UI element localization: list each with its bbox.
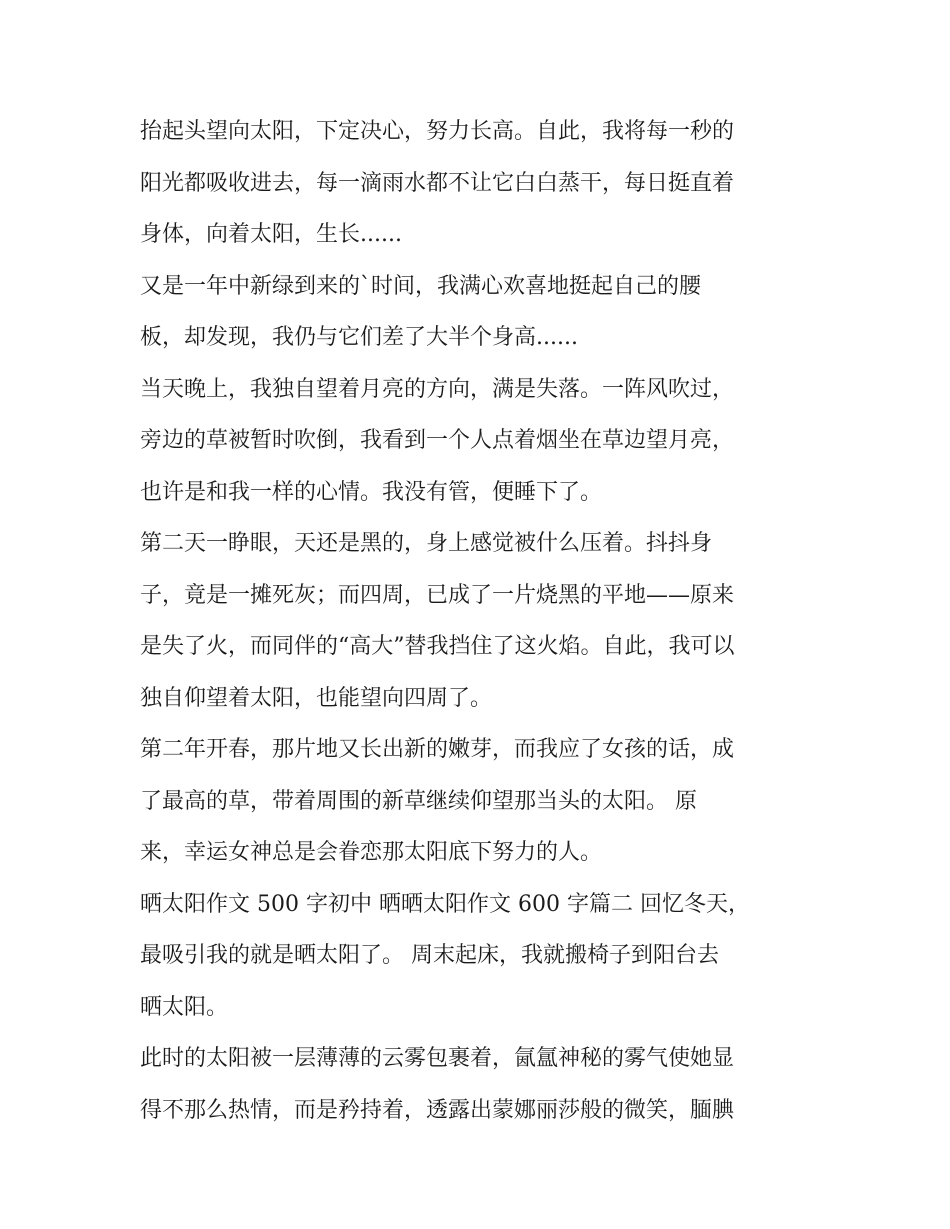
text-line: 了最高的草，带着周围的新草继续仰望那当头的太阳。 原: [140, 788, 697, 814]
text-line: 子，竟是一摊死灰；而四周，已成了一片烧黑的平地——原来: [140, 582, 735, 608]
text-line: 来，幸运女神总是会眷恋那太阳底下努力的人。: [140, 840, 603, 865]
text-line: 是失了火，而同伴的“高大”替我挡住了这火焰。自此，我可以: [140, 634, 735, 659]
text-line: 独自仰望着太阳，也能望向四周了。: [140, 685, 493, 711]
text-line: 阳光都吸收进去，每一滴雨水都不让它白白蒸干，每日挺直着: [140, 170, 735, 196]
text-line: 当天晚上，我独自望着月亮的方向，满是失落。一阵风吹过，: [140, 376, 735, 402]
text-line: 身体，向着太阳，生长......: [140, 222, 402, 247]
text-line: 晒太阳。: [140, 994, 229, 1020]
text-line: 板，却发现，我仍与它们差了大半个身高......: [140, 325, 578, 350]
text-line: 第二年开春，那片地又长出新的嫩芽，而我应了女孩的话，成: [140, 737, 735, 762]
text-line: 得不那么热情，而是矜持着，透露出蒙娜丽莎般的微笑，腼腆: [140, 1097, 735, 1123]
text-line: 也许是和我一样的心情。我没有管，便睡下了。: [140, 479, 603, 505]
text-line: 又是一年中新绿到来的`时间，我满心欢喜地挺起自己的腰: [140, 273, 702, 299]
text-line: 此时的太阳被一层薄薄的云雾包裹着，氤氲神秘的雾气使她显: [140, 1046, 735, 1071]
text-line: 抬起头望向太阳，下定决心，努力长高。自此，我将每一秒的: [140, 119, 735, 144]
text-line: 晒太阳作文 500 字初中 晒晒太阳作文 600 字篇二 回忆冬天，: [140, 891, 750, 917]
text-line: 最吸引我的就是晒太阳了。 周末起床，我就搬椅子到阳台去: [140, 943, 719, 968]
text-line: 第二天一睁眼，天还是黑的，身上感觉被什么压着。抖抖身: [140, 531, 713, 556]
body-text: [140, 106, 830, 1136]
text-line: 旁边的草被暂时吹倒，我看到一个人点着烟坐在草边望月亮，: [140, 428, 735, 453]
